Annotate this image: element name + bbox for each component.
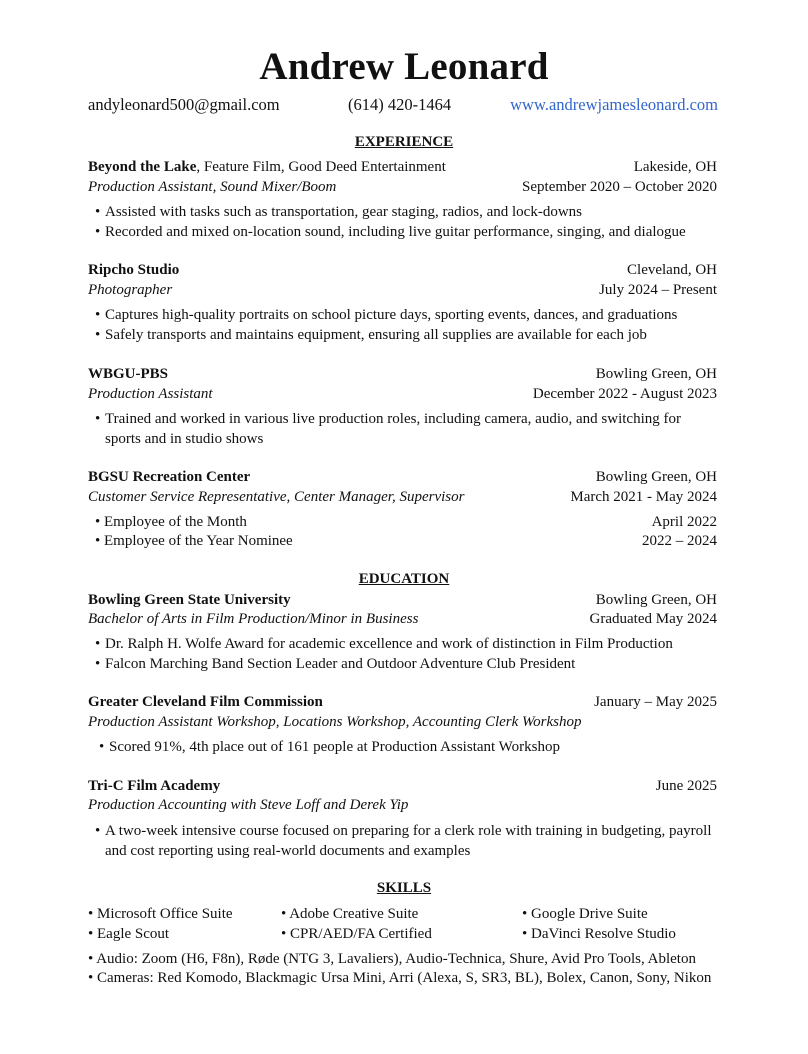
email-text: andyleonard500@gmail.com xyxy=(88,95,280,114)
skill-item: • Microsoft Office Suite xyxy=(88,906,233,922)
job-dates: March 2021 - May 2024 xyxy=(570,489,717,505)
graduation-date: Graduated May 2024 xyxy=(589,611,717,627)
job-dates: December 2022 - August 2023 xyxy=(532,386,717,402)
list-item: • Safely transports and maintains equipment, ensuring all supplies are available for each job xyxy=(95,327,647,343)
camera-skills: • Cameras: Red Komodo, Blackmagic Ursa Mini, Arri (Alexa, S, SR3, BL), Bolex, Canon, Sony, Nikon xyxy=(88,970,712,986)
list-item: • Assisted with tasks such as transportation, gear staging, radios, and lock-downs xyxy=(95,204,583,220)
program-dates: January – May 2025 xyxy=(594,694,717,710)
job-org: Ripcho Studio xyxy=(88,262,180,278)
list-item: • Scored 91%, 4th place out of 161 people at Production Assistant Workshop xyxy=(99,739,560,755)
job-role: Production Assistant xyxy=(88,386,213,402)
candidate-name: Andrew Leonard xyxy=(259,45,549,88)
job-org: WBGU-PBS xyxy=(88,366,169,382)
job-location: Cleveland, OH xyxy=(627,262,717,278)
school-name: Bowling Green State University xyxy=(88,592,291,608)
list-item: • Falcon Marching Band Section Leader and Outdoor Adventure Club President xyxy=(95,656,576,672)
list-item: • Trained and worked in various live production roles, including camera, audio, and switching for sports and in studio shows xyxy=(95,411,681,447)
skill-item: • CPR/AED/FA Certified xyxy=(281,926,432,942)
audio-skills: • Audio: Zoom (H6, F8n), Røde (NTG 3, Lavaliers), Audio-Technica, Shure, Avid Pro Tools, Ableton xyxy=(88,951,696,967)
list-item: • A two-week intensive course focused on preparing for a clerk role with training in budgeting, payroll and cost reporting using real-world documents and examples xyxy=(95,823,712,859)
job-dates: September 2020 – October 2020 xyxy=(522,179,717,195)
job-org: BGSU Recreation Center xyxy=(88,469,251,485)
list-item: • Dr. Ralph H. Wolfe Award for academic excellence and work of distinction in Film Production xyxy=(95,636,673,652)
program-dates: June 2025 xyxy=(655,778,717,794)
job-role: Photographer xyxy=(88,282,173,298)
job-role: Customer Service Representative, Center Manager, Supervisor xyxy=(88,489,465,505)
skill-item: • Google Drive Suite xyxy=(522,906,648,922)
school-name: Greater Cleveland Film Commission xyxy=(88,694,323,710)
list-item: • Captures high-quality portraits on school picture days, sporting events, dances, and graduations xyxy=(95,307,678,323)
degree: Bachelor of Arts in Film Production/Minor in Business xyxy=(88,611,419,627)
skill-item: • DaVinci Resolve Studio xyxy=(522,926,676,942)
skills-heading: SKILLS xyxy=(376,880,432,896)
program: Production Assistant Workshop, Locations Workshop, Accounting Clerk Workshop xyxy=(88,714,582,730)
experience-heading: EXPERIENCE xyxy=(354,134,454,150)
program: Production Accounting with Steve Loff and Derek Yip xyxy=(88,797,409,813)
school-name: Tri-C Film Academy xyxy=(88,778,221,794)
phone-text: (614) 420-1464 xyxy=(348,95,452,114)
resume-page: Andrew Leonard andyleonard500@gmail.com (614) 420-1464 www.andrewjamesleonard.com EXPERIENCE Beyond the Lake, Feature Film, Good Deed Entertainment Lakeside, OH Production Assistant, Sound Mixer/Boom September 2020 – October 2020 • Assisted with tasks such as transportation, gear staging, radios, and lock-downs • Recorded and mixed on-location sound, including live guitar performance, singing, and dialogue Ripcho Studio Cleveland, OH Photographer July 2024 – Present • Captures high-quality portraits on school picture days, sporting events, dances, and graduations • Safely transports and maintains equipment, ensuring all supplies are available for each job WBGU-PBS Bowling Green, OH Production Assistant December 2022 - August 2023 • Trained and worked in various live production roles, including camera, audio, and switching for sports and in studio shows BGSU Recreation Center Bowling Green, OH Customer Service Representative, Center Manager, Supervisor March 2021 - May 2024 • Employee of the Month April 2022 • Employee of the Year Nominee 2022 – 2024 EDUCATION Bowling Green State University Bowling Green, OH Bachelor of Arts in Film Production/Minor in Business Graduated May 2024 • Dr. Ralph H. Wolfe Award for academic excellence and work of distinction in Film Production • Falcon Marching Band Section Leader and Outdoor Adventure Club President Greater Cleveland Film Commission January – May 2025 Production Assistant Workshop, Locations Workshop, Accounting Clerk Workshop • Scored 91%, 4th place out of 161 people at Production Assistant Workshop Tri-C Film Academy June 2025 Production Accounting with Steve Loff and Derek Yip • A two-week intensive course focused on preparing for a clerk role with training in budgeting, payroll and cost reporting using real-world documents and examples SKILLS • Microsoft Office Suite • Adobe Creative Suite • Google Drive Suite • Eagle Scout • CPR/AED/FA Certified • DaVinci Resolve Studio • Audio: Zoom (H6, F8n), Røde (NTG 3, Lavaliers), Audio-Technica, Shure, Avid Pro Tools, Ableton • Cameras: Red Komodo, Blackmagic Ursa Mini, Arri (Alexa, S, SR3, BL), Bolex, Canon, Sony, Nikon xyxy=(0,0,808,1054)
job-dates: July 2024 – Present xyxy=(599,282,717,298)
job-role: Production Assistant, Sound Mixer/Boom xyxy=(88,179,337,195)
award-date: 2022 – 2024 xyxy=(642,533,717,549)
job-org-detail: , Feature Film, Good Deed Entertainment xyxy=(196,159,446,175)
job-location: Bowling Green, OH xyxy=(595,469,717,485)
job-org: Beyond the Lake xyxy=(88,159,197,175)
job-location: Lakeside, OH xyxy=(633,159,717,175)
job-location: Bowling Green, OH xyxy=(595,366,717,382)
website-link[interactable]: www.andrewjamesleonard.com xyxy=(510,95,718,114)
education-heading: EDUCATION xyxy=(358,571,450,587)
skill-item: • Adobe Creative Suite xyxy=(281,906,419,922)
contact-line xyxy=(88,95,718,117)
skill-item: • Eagle Scout xyxy=(88,926,170,942)
school-location: Bowling Green, OH xyxy=(595,592,717,608)
award-date: April 2022 xyxy=(651,514,717,530)
list-item: • Recorded and mixed on-location sound, including live guitar performance, singing, and dialogue xyxy=(95,224,686,240)
